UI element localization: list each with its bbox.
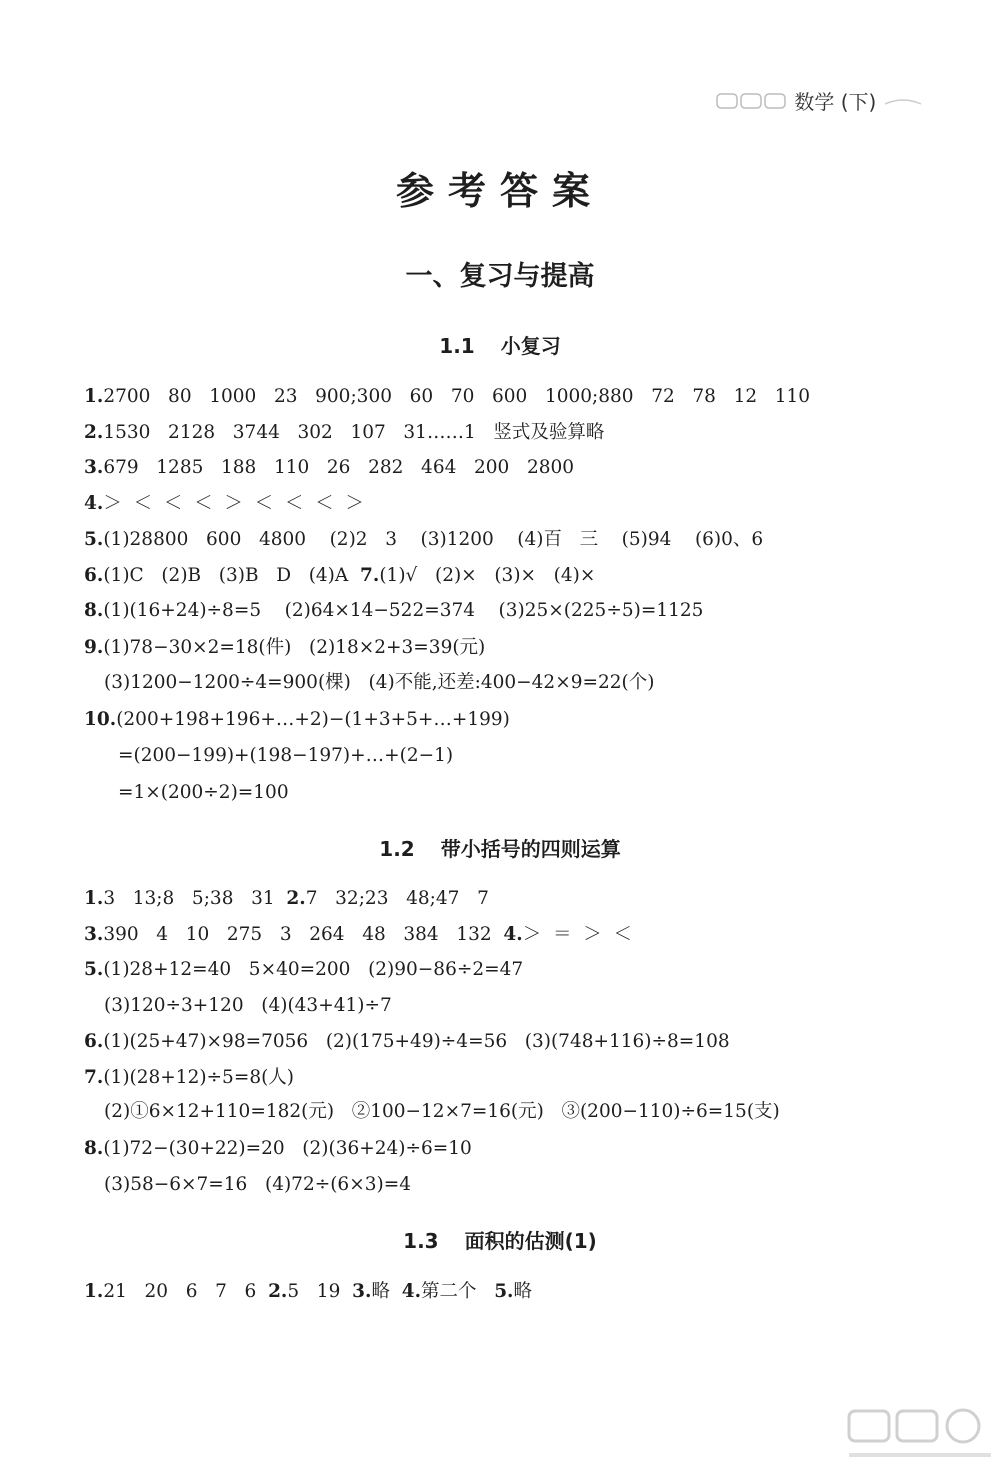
answer-line: 10.(200+198+196+…+2)−(1+3+5+…+199) — [84, 709, 510, 730]
header-subject: 数学 (下) — [794, 90, 877, 114]
chapter-title: 一、复习与提高 — [405, 261, 595, 292]
answer-line: 3.679 1285 188 110 26 282 464 200 2800 — [84, 457, 575, 478]
page-header — [716, 86, 923, 115]
answer-line: 5.(1)28+12=40 5×40=200 (2)90−86÷2=47 — [84, 959, 524, 980]
answer-line: (3)1200−1200÷4=900(棵) (4)不能,还差:400−42×9=22(个) — [104, 672, 655, 693]
answer-line: (3)120÷3+120 (4)(43+41)÷7 — [104, 995, 392, 1016]
answer-line: 9.(1)78−30×2=18(件) (2)18×2+3=39(元) — [84, 637, 486, 658]
answer-line: =1×(200÷2)=100 — [118, 782, 289, 803]
section-heading-1-2 — [0, 833, 1000, 862]
answer-line: 1.21 20 6 7 6 2.5 19 3.略 4.第二个 5.略 — [84, 1281, 533, 1302]
answer-line: 2.1530 2128 3744 302 107 31……1 竖式及验算略 — [84, 422, 605, 443]
answer-line: 7.(1)(28+12)÷5=8(人) — [84, 1067, 295, 1088]
answer-line: (2)①6×12+110=182(元) ②100−12×7=16(元) ③(200−110)÷6=15(支) — [104, 1101, 780, 1122]
section-heading-1-3 — [0, 1225, 1000, 1254]
answer-line: 3.390 4 10 275 3 264 48 384 132 4.＞ ＝ ＞ ＜ — [84, 924, 633, 945]
answer-line: 5.(1)28800 600 4800 (2)2 3 (3)1200 (4)百 三 (5)94 (6)0、6 — [84, 529, 764, 550]
answer-line: 1.2700 80 1000 23 900;300 60 70 600 1000;880 72 78 12 110 — [84, 386, 811, 407]
header-decoration — [883, 94, 923, 108]
answer-line: 8.(1)72−(30+22)=20 (2)(36+24)÷6=10 — [84, 1138, 472, 1159]
section-name: 小复习 — [500, 334, 561, 358]
answer-line: 1.3 13;8 5;38 31 2.7 32;23 48;47 7 — [84, 888, 489, 909]
brand-logo — [716, 90, 788, 112]
answer-line: =(200−199)+(198−197)+…+(2−1) — [118, 745, 454, 766]
page-title: 参考答案 — [395, 169, 604, 213]
watermark-logo — [845, 1405, 995, 1465]
answer-line: 6.(1)(25+47)×98=7056 (2)(175+49)÷4=56 (3)(748+116)÷8=108 — [84, 1031, 730, 1052]
section-number: 1.1 — [439, 334, 475, 358]
answer-line: 8.(1)(16+24)÷8=5 (2)64×14−522=374 (3)25×(225÷5)=1125 — [84, 600, 704, 621]
section-number: 1.2 — [379, 837, 415, 861]
section-name: 面积的估测(1) — [464, 1229, 597, 1253]
section-name: 带小括号的四则运算 — [440, 837, 621, 861]
answer-line: 6.(1)C (2)B (3)B D (4)A 7.(1)√ (2)× (3)× (4)× — [84, 565, 596, 586]
section-number: 1.3 — [403, 1229, 439, 1253]
answer-line: 4.＞ ＜ ＜ ＜ ＞ ＜ ＜ ＜ ＞ — [84, 493, 364, 514]
answer-line: (3)58−6×7=16 (4)72÷(6×3)=4 — [104, 1174, 411, 1195]
section-heading-1-1 — [0, 330, 1000, 359]
